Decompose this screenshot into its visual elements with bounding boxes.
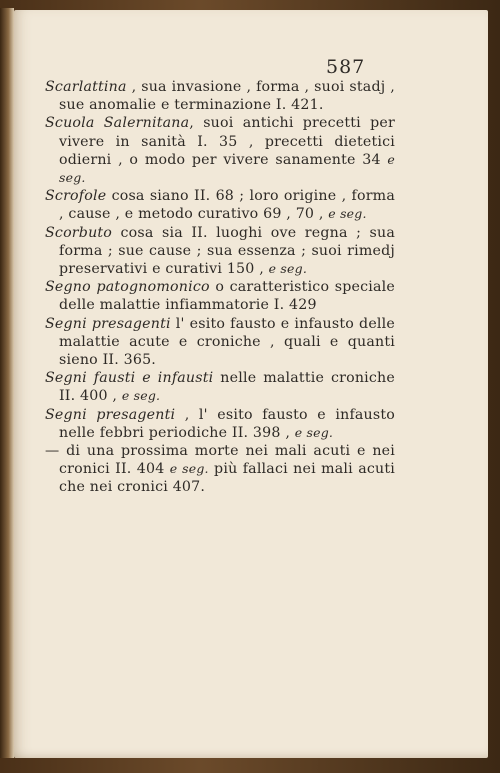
entry-term: Scrofole xyxy=(45,188,107,205)
entry-term: Segni fausti e infausti xyxy=(45,370,214,387)
entry-term: Segni presagenti xyxy=(45,315,171,332)
entry-text: o caratteristico speciale delle malattie infiammatorie I. 429 xyxy=(59,279,395,314)
entry-text: , sua invasione , forma , suoi stadj , sue anomalie e terminazione I. 421. xyxy=(59,79,395,114)
entry-suffix: e seg. xyxy=(268,261,307,277)
entry-term: Segni presagenti xyxy=(45,406,176,423)
index-entry-scorbuto xyxy=(45,224,395,279)
entry-text: nelle malattie croniche II. 400 , xyxy=(59,370,395,405)
index-entries xyxy=(45,78,395,497)
entry-suffix: e seg. xyxy=(328,206,367,222)
entry-text: , suoi antichi precetti per vivere in sanità I. 35 , precetti dietetici odierni , o modo per vivere sanamente 34 xyxy=(59,115,395,168)
page-number: 587 xyxy=(326,56,366,78)
entry-term: Scorbuto xyxy=(45,224,113,241)
index-entry-scarlattina xyxy=(45,78,395,114)
index-entry-scrofole xyxy=(45,187,395,223)
entry-term: Segno patognomonico xyxy=(45,279,210,296)
index-entry-segni-fausti xyxy=(45,369,395,405)
entry-text: cosa sia II. luoghi ove regna ; sua forma ; sue cause ; sua essenza ; suoi rimedj preservativi e curativi 150 , xyxy=(59,224,395,278)
entry-suffix: e seg. xyxy=(294,424,334,440)
entry-text: , l' esito fausto e infausto nelle febbri periodiche II. 398 , xyxy=(59,406,396,441)
book-spine-edge xyxy=(0,8,14,758)
entry-text: — di una prossima morte nei mali acuti e nei cronici II. 404 xyxy=(45,443,395,478)
index-entry-segni-presagenti xyxy=(45,315,395,370)
index-entry-scuola-salernitana xyxy=(45,114,395,187)
index-entry-prossima-morte xyxy=(45,442,395,497)
entry-suffix: e seg. xyxy=(59,151,395,186)
entry-term: Scarlattina xyxy=(45,79,127,95)
entry-suffix: e seg. xyxy=(169,461,209,477)
entry-tail: più fallaci nei mali acuti che nei cronici 407. xyxy=(59,461,395,496)
index-entry-segni-presagenti-febbri xyxy=(45,406,395,442)
index-entry-segno-patognomonico xyxy=(45,278,395,314)
entry-suffix: e seg. xyxy=(121,388,161,404)
entry-term: Scuola Salernitana xyxy=(45,115,190,132)
entry-text: l' esito fausto e infausto delle malattie acute e croniche , quali e quanti sieno II. 365. xyxy=(59,315,395,369)
entry-text: cosa siano II. 68 ; loro origine , forma , cause , e metodo curativo 69 , 70 , xyxy=(59,188,395,223)
